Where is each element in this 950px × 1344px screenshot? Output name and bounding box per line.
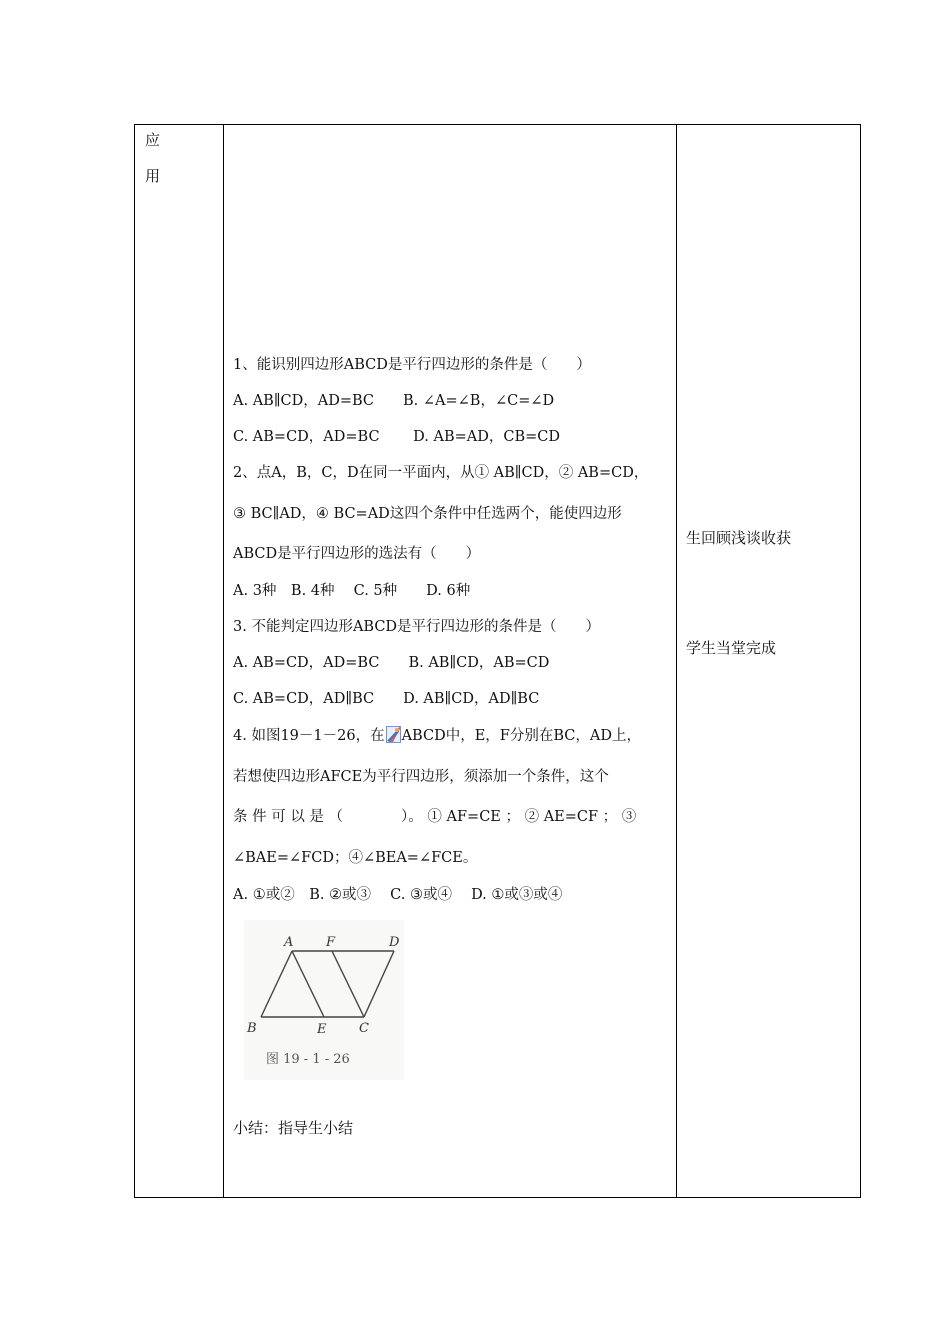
question-3-options-ab: A. AB=CD，AD=BC B. AB∥CD，AB=CD — [233, 655, 550, 671]
question-1-options-ab: A. AB∥CD，AD=BC B. ∠A=∠B，∠C=∠D — [233, 393, 555, 409]
question-4-line-3: 条 件 可 以 是 （ ）。 ① AF=CE ； ② AE=CF ； ③ — [233, 809, 637, 825]
label-b: B — [247, 1021, 257, 1036]
question-2-line-1: 2、点A，B，C，D在同一平面内，从① AB∥CD，② AB=CD， — [233, 465, 649, 481]
label-a: A — [284, 935, 294, 950]
question-4-line-2: 若想使四边形AFCE为平行四边形，须添加一个条件，这个 — [233, 769, 609, 785]
label-c: C — [359, 1021, 369, 1036]
summary-text: 小结：指导生小结 — [233, 1119, 354, 1137]
question-4-line-4: ∠BAE=∠FCD；④∠BEA=∠FCE。 — [233, 850, 478, 866]
stage-label-char: 用 — [145, 167, 161, 185]
notes-column — [677, 125, 861, 1197]
question-3-options-cd: C. AB=CD，AD∥BC D. AB∥CD，AD∥BC — [233, 691, 540, 707]
question-2-line-3: ABCD是平行四边形的选法有（ ） — [233, 546, 481, 562]
question-1-options-cd: C. AB=CD，AD=BC D. AB=AD，CB=CD — [233, 429, 560, 445]
note-complete: 学生当堂完成 — [686, 639, 777, 657]
question-1: 1、能识别四边形ABCD是平行四边形的条件是（ ） — [233, 357, 591, 373]
lesson-table — [134, 124, 861, 1198]
question-4-line-1 — [233, 724, 641, 745]
note-review: 生回顾浅谈收获 — [686, 529, 792, 547]
question-3: 3. 不能判定四边形ABCD是平行四边形的条件是（ ） — [233, 619, 601, 635]
figure-parallelogram — [244, 920, 404, 1080]
label-d: D — [389, 935, 400, 950]
question-4-intro: 4. 如图19－1－26，在 — [233, 728, 385, 744]
question-4-rest: ABCD中，E，F分别在BC，AD上， — [401, 728, 641, 744]
question-2-line-2: ③ BC∥AD，④ BC=AD这四个条件中任选两个，能使四边形 — [233, 506, 622, 522]
stage-column — [135, 125, 224, 1197]
content-column — [224, 125, 677, 1197]
question-2-options: A. 3种 B. 4种 C. 5种 D. 6种 — [233, 583, 471, 599]
question-4-options: A. ①或② B. ②或③ C. ③或④ D. ①或③或④ — [233, 887, 563, 903]
label-f: F — [326, 935, 336, 950]
parallelogram-icon — [386, 726, 401, 743]
label-e: E — [317, 1022, 327, 1037]
stage-label-char: 应 — [145, 131, 161, 149]
figure-caption: 图 19 - 1 - 26 — [266, 1052, 350, 1067]
